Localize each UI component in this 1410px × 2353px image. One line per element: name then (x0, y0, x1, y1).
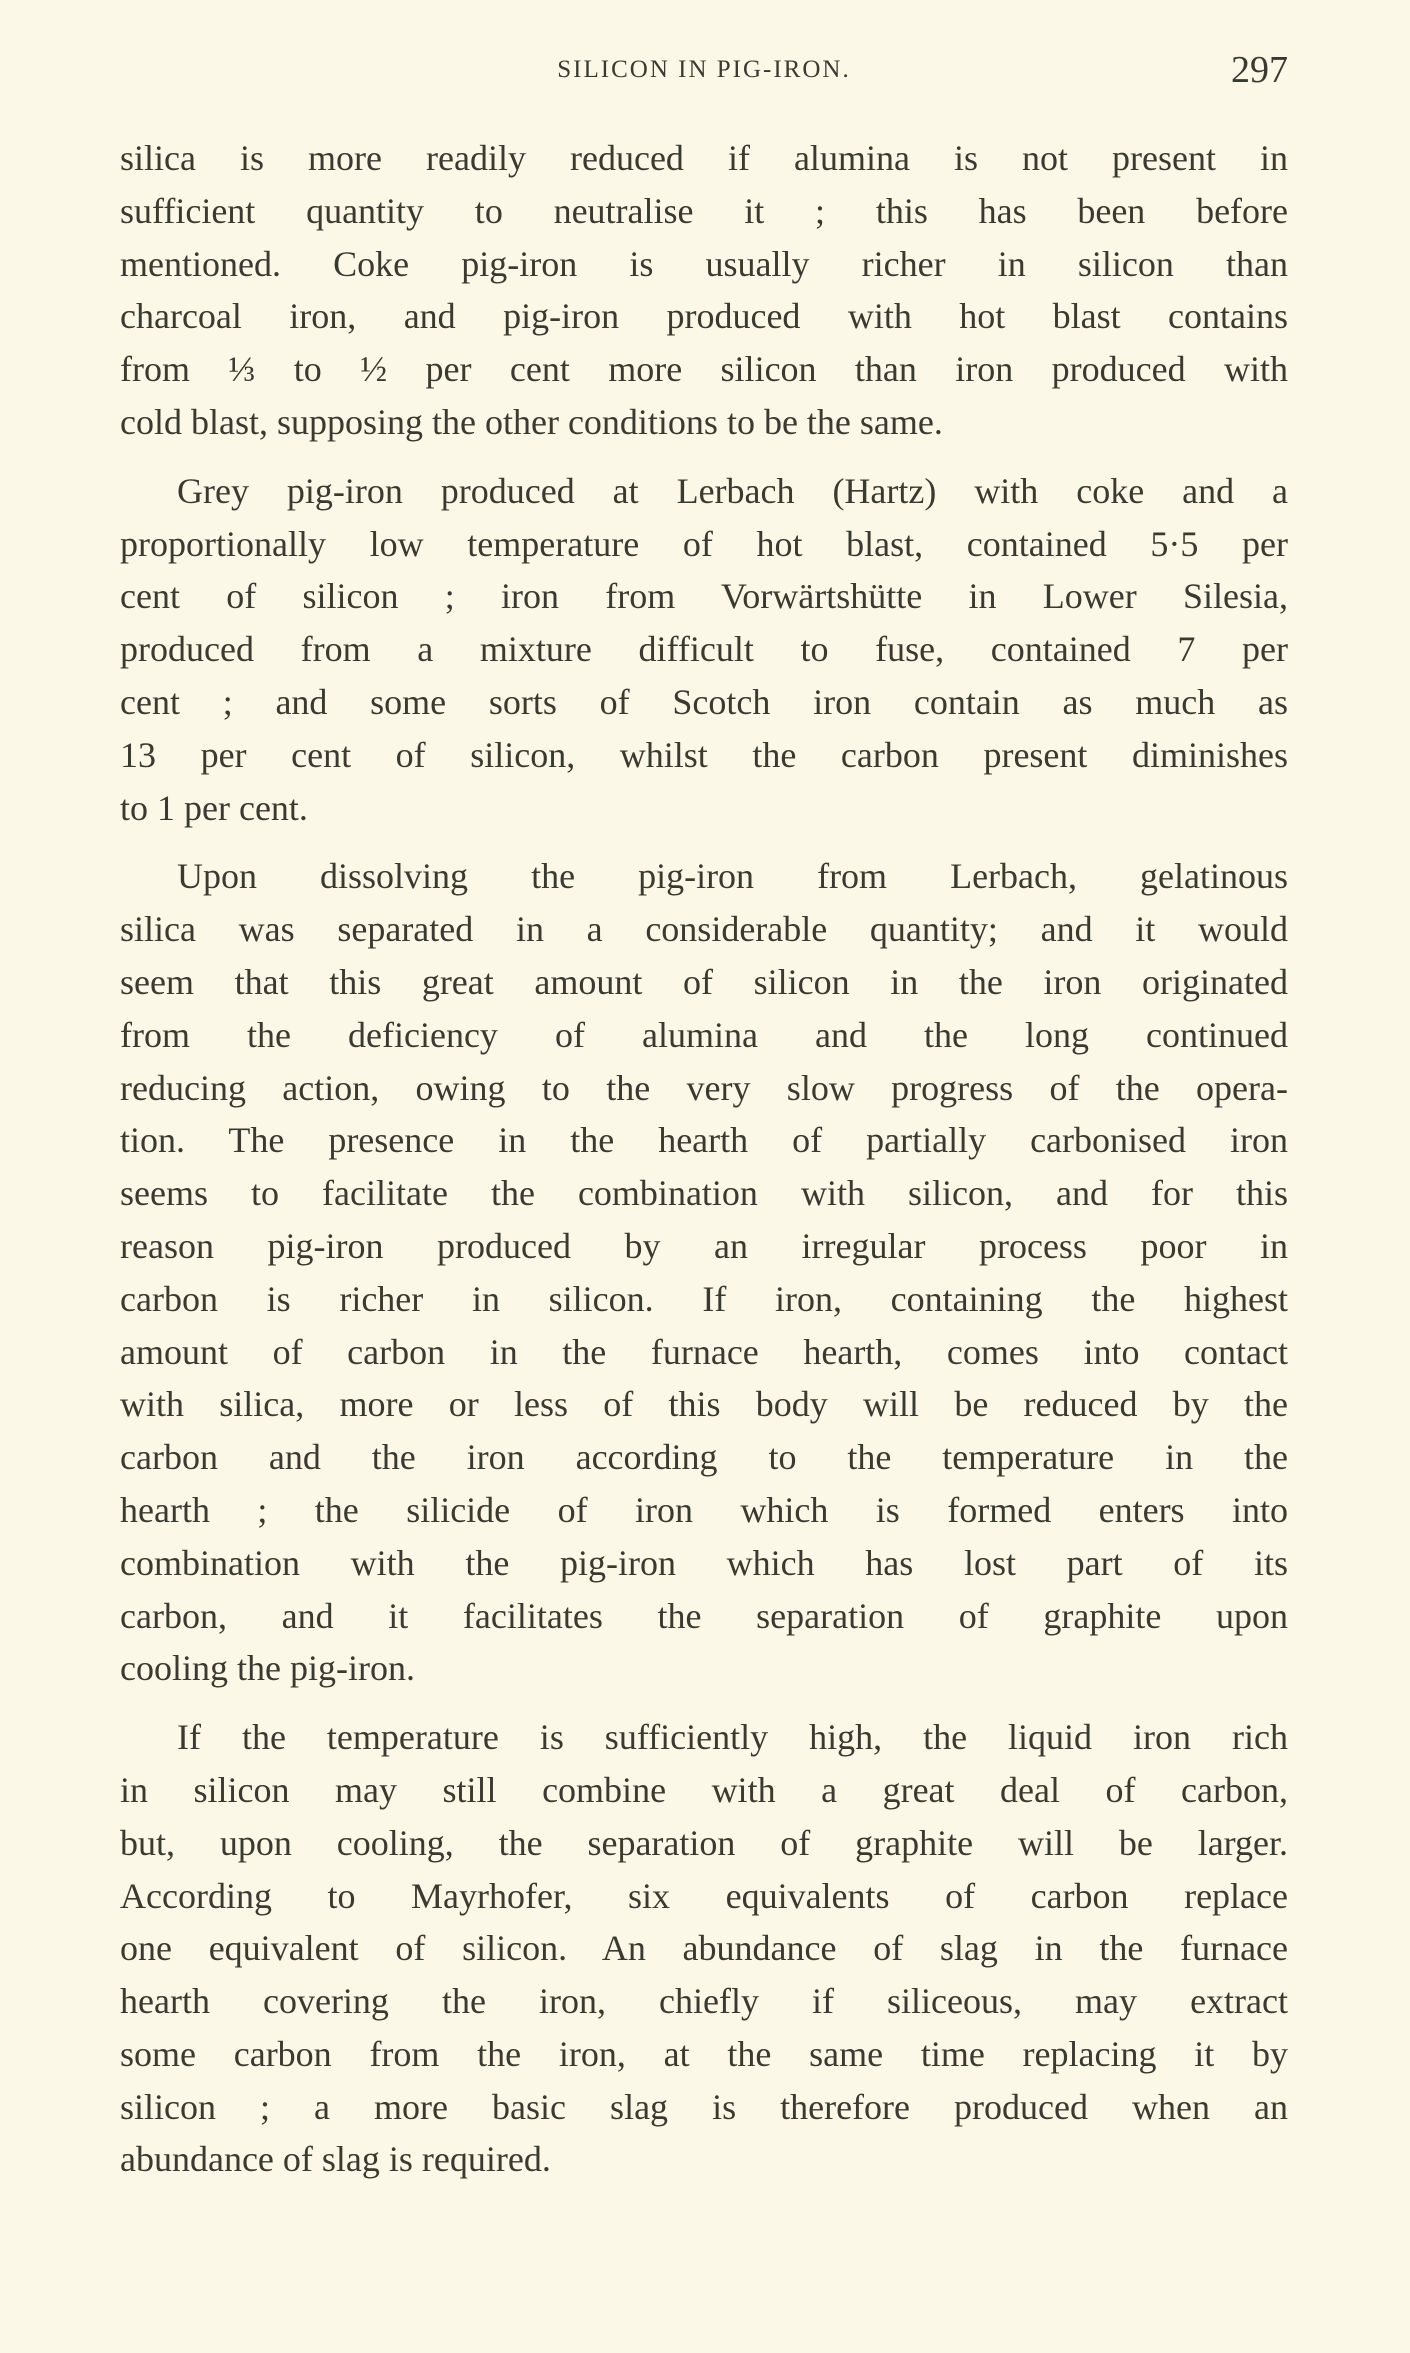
text-line: seems to facilitate the combination with silicon, and for this (120, 1173, 1288, 1214)
text-line: from ⅓ to ½ per cent more silicon than iron produced with (120, 349, 1288, 390)
text-line: to 1 per cent. (120, 787, 308, 828)
text-line: According to Mayrhofer, six equivalents of carbon replace (120, 1875, 1288, 1916)
text-line: carbon, and it facilitates the separation of graphite upon (120, 1595, 1288, 1636)
text-line: seem that this great amount of silicon in the iron originated (120, 961, 1288, 1002)
text-line: cooling the pig-iron. (120, 1648, 415, 1689)
text-line: charcoal iron, and pig-iron produced with hot blast contains (120, 296, 1288, 337)
text-line: produced from a mixture difficult to fuse, contained 7 per (120, 629, 1288, 670)
paragraph (120, 465, 1288, 835)
text-line: carbon and the iron according to the temperature in the (120, 1437, 1288, 1478)
text-line: tion. The presence in the hearth of partially carbonised iron (120, 1120, 1288, 1161)
text-line: with silica, more or less of this body will be reduced by the (120, 1384, 1288, 1425)
text-line: cent ; and some sorts of Scotch iron contain as much as (120, 681, 1288, 722)
running-head: SILICON IN PIG-IRON. (557, 56, 851, 83)
text-line: silicon ; a more basic slag is therefore produced when an (120, 2086, 1288, 2127)
text-line: sufficient quantity to neutralise it ; this has been before (120, 190, 1288, 231)
paragraph (120, 1711, 1288, 2186)
page-header (120, 48, 1288, 98)
text-line: silica is more readily reduced if alumina is not present in (120, 138, 1288, 178)
text-line: If the temperature is sufficiently high, the liquid iron rich (177, 1717, 1288, 1758)
text-line: Upon dissolving the pig-iron from Lerbach, gelatinous (177, 856, 1288, 897)
text-line: mentioned. Coke pig-iron is usually richer in silicon than (120, 243, 1288, 284)
text-line: some carbon from the iron, at the same time replacing it by (120, 2033, 1288, 2074)
text-line: hearth covering the iron, chiefly if siliceous, may extract (120, 1981, 1288, 2022)
text-line: in silicon may still combine with a great deal of carbon, (120, 1769, 1288, 1810)
text-line: from the deficiency of alumina and the long continued (120, 1014, 1288, 1055)
text-line: but, upon cooling, the separation of graphite will be larger. (120, 1822, 1288, 1863)
text-line: carbon is richer in silicon. If iron, containing the highest (120, 1278, 1288, 1319)
text-line: reducing action, owing to the very slow progress of the opera- (120, 1067, 1288, 1108)
text-line: amount of carbon in the furnace hearth, comes into contact (120, 1331, 1288, 1372)
text-line: cent of silicon ; iron from Vorwärtshütte in Lower Silesia, (120, 576, 1288, 617)
text-line: hearth ; the silicide of iron which is formed enters into (120, 1489, 1288, 1530)
text-line: combination with the pig-iron which has lost part of its (120, 1542, 1288, 1583)
text-line: Grey pig-iron produced at Lerbach (Hartz) with coke and a (177, 470, 1288, 511)
text-line: 13 per cent of silicon, whilst the carbon present diminishes (120, 734, 1288, 775)
text-line: silica was separated in a considerable quantity; and it would (120, 909, 1288, 950)
text-line: cold blast, supposing the other conditions to be the same. (120, 401, 943, 442)
page-number: 297 (1231, 49, 1288, 91)
text-line: reason pig-iron produced by an irregular process poor in (120, 1225, 1288, 1266)
text-line: abundance of slag is required. (120, 2139, 551, 2180)
text-line: one equivalent of silicon. An abundance of slag in the furnace (120, 1928, 1288, 1969)
paragraph (120, 850, 1288, 1695)
text-line: proportionally low temperature of hot blast, contained 5·5 per (120, 523, 1288, 564)
page-body (120, 132, 1288, 2202)
paragraph (120, 132, 1288, 449)
